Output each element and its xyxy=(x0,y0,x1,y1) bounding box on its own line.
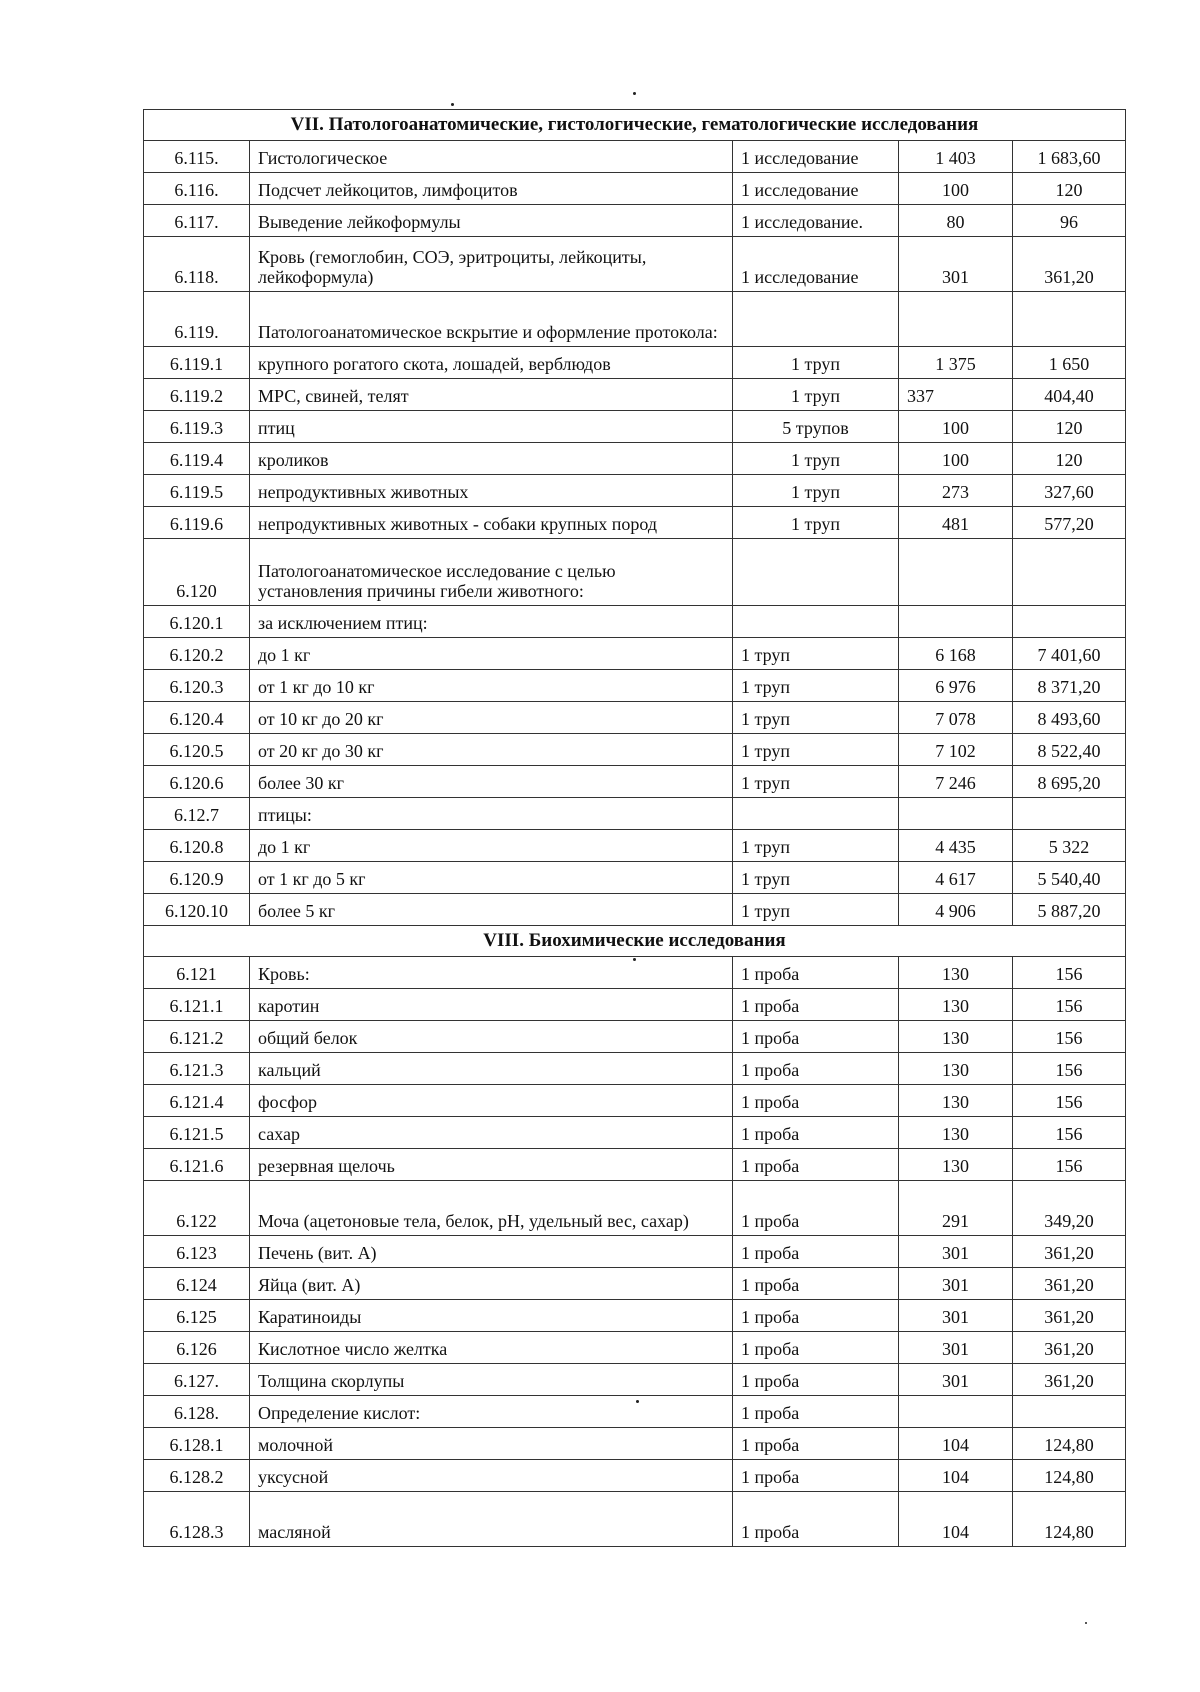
table-row xyxy=(144,702,1126,734)
item-name: каротин xyxy=(250,989,733,1021)
item-price-with-vat: 8 371,20 xyxy=(1013,670,1126,702)
table-row xyxy=(144,539,1126,606)
item-price-with-vat: 156 xyxy=(1013,989,1126,1021)
item-price-with-vat: 8 493,60 xyxy=(1013,702,1126,734)
item-price-with-vat xyxy=(1013,606,1126,638)
table-row xyxy=(144,638,1126,670)
item-price-with-vat: 120 xyxy=(1013,173,1126,205)
item-unit: 1 проба xyxy=(733,1332,899,1364)
item-unit: 5 трупов xyxy=(733,411,899,443)
item-price-without-vat: 273 xyxy=(899,475,1013,507)
table-row xyxy=(144,734,1126,766)
item-number: 6.121.2 xyxy=(144,1021,250,1053)
item-price-with-vat: 120 xyxy=(1013,443,1126,475)
item-unit: 1 проба xyxy=(733,1149,899,1181)
table-row xyxy=(144,862,1126,894)
section-title: VIII. Биохимические исследования xyxy=(144,926,1126,957)
item-unit: 1 проба xyxy=(733,1085,899,1117)
scan-speck xyxy=(633,958,636,961)
table-row xyxy=(144,606,1126,638)
item-number: 6.123 xyxy=(144,1236,250,1268)
item-price-without-vat: 130 xyxy=(899,957,1013,989)
item-unit: 1 проба xyxy=(733,1117,899,1149)
item-price-without-vat: 301 xyxy=(899,1268,1013,1300)
item-unit: 1 исследование xyxy=(733,141,899,173)
item-price-without-vat: 7 246 xyxy=(899,766,1013,798)
item-name: более 30 кг xyxy=(250,766,733,798)
table-row xyxy=(144,1021,1126,1053)
item-number: 6.124 xyxy=(144,1268,250,1300)
item-name: от 20 кг до 30 кг xyxy=(250,734,733,766)
item-unit: 1 труп xyxy=(733,670,899,702)
item-unit: 1 проба xyxy=(733,1181,899,1236)
item-unit: 1 труп xyxy=(733,862,899,894)
item-price-with-vat: 361,20 xyxy=(1013,1300,1126,1332)
item-number: 6.120.5 xyxy=(144,734,250,766)
table-row xyxy=(144,1492,1126,1547)
item-price-with-vat: 404,40 xyxy=(1013,379,1126,411)
item-unit: 1 проба xyxy=(733,957,899,989)
item-name: Подсчет лейкоцитов, лимфоцитов xyxy=(250,173,733,205)
item-price-without-vat: 130 xyxy=(899,1021,1013,1053)
table-row xyxy=(144,347,1126,379)
item-price-with-vat: 8 522,40 xyxy=(1013,734,1126,766)
item-price-without-vat: 337 xyxy=(899,379,1013,411)
item-name: Кровь: xyxy=(250,957,733,989)
item-price-without-vat xyxy=(899,1396,1013,1428)
item-number: 6.120.10 xyxy=(144,894,250,926)
item-price-without-vat: 4 617 xyxy=(899,862,1013,894)
item-unit xyxy=(733,292,899,347)
item-unit: 1 проба xyxy=(733,1268,899,1300)
item-number: 6.119.3 xyxy=(144,411,250,443)
table-row xyxy=(144,1117,1126,1149)
item-price-without-vat: 4 435 xyxy=(899,830,1013,862)
item-price-with-vat xyxy=(1013,539,1126,606)
item-unit xyxy=(733,539,899,606)
table-row xyxy=(144,475,1126,507)
item-price-with-vat: 361,20 xyxy=(1013,1364,1126,1396)
scan-speck xyxy=(636,1400,639,1403)
item-name: Патологоанатомическое вскрытие и оформление протокола: xyxy=(250,292,733,347)
item-name: птицы: xyxy=(250,798,733,830)
item-name: непродуктивных животных xyxy=(250,475,733,507)
price-table-body xyxy=(144,110,1126,1547)
table-row xyxy=(144,1332,1126,1364)
table-row xyxy=(144,894,1126,926)
table-row xyxy=(144,379,1126,411)
table-row xyxy=(144,205,1126,237)
item-price-with-vat: 156 xyxy=(1013,1021,1126,1053)
item-name: Каратиноиды xyxy=(250,1300,733,1332)
item-unit: 1 проба xyxy=(733,1428,899,1460)
item-number: 6.121.4 xyxy=(144,1085,250,1117)
scan-speck xyxy=(633,92,636,95)
item-price-without-vat: 301 xyxy=(899,1364,1013,1396)
item-unit: 1 проба xyxy=(733,1364,899,1396)
item-price-without-vat xyxy=(899,798,1013,830)
item-unit: 1 проба xyxy=(733,1300,899,1332)
item-price-with-vat: 5 540,40 xyxy=(1013,862,1126,894)
item-price-without-vat: 7 102 xyxy=(899,734,1013,766)
item-number: 6.121.5 xyxy=(144,1117,250,1149)
item-number: 6.118. xyxy=(144,237,250,292)
item-price-without-vat: 291 xyxy=(899,1181,1013,1236)
item-price-without-vat xyxy=(899,606,1013,638)
item-name: МРС, свиней, телят xyxy=(250,379,733,411)
item-price-with-vat: 156 xyxy=(1013,957,1126,989)
table-row xyxy=(144,766,1126,798)
item-price-with-vat: 327,60 xyxy=(1013,475,1126,507)
item-price-without-vat: 6 168 xyxy=(899,638,1013,670)
item-name: от 1 кг до 10 кг xyxy=(250,670,733,702)
section-header-row xyxy=(144,926,1126,957)
item-price-without-vat: 100 xyxy=(899,443,1013,475)
table-row xyxy=(144,1149,1126,1181)
table-row xyxy=(144,830,1126,862)
item-number: 6.12.7 xyxy=(144,798,250,830)
item-name: Печень (вит. А) xyxy=(250,1236,733,1268)
item-name: кальций xyxy=(250,1053,733,1085)
item-price-without-vat xyxy=(899,292,1013,347)
item-price-with-vat: 361,20 xyxy=(1013,1332,1126,1364)
table-row xyxy=(144,1428,1126,1460)
item-number: 6.120.6 xyxy=(144,766,250,798)
item-price-with-vat: 156 xyxy=(1013,1085,1126,1117)
item-price-with-vat: 156 xyxy=(1013,1149,1126,1181)
item-unit: 1 труп xyxy=(733,638,899,670)
table-row xyxy=(144,1396,1126,1428)
item-price-without-vat: 6 976 xyxy=(899,670,1013,702)
item-name: до 1 кг xyxy=(250,638,733,670)
table-row xyxy=(144,670,1126,702)
item-price-without-vat: 301 xyxy=(899,1300,1013,1332)
table-row xyxy=(144,1300,1126,1332)
item-unit: 1 исследование xyxy=(733,237,899,292)
item-name: Моча (ацетоновые тела, белок, pH, удельный вес, сахар) xyxy=(250,1181,733,1236)
item-unit: 1 труп xyxy=(733,507,899,539)
item-unit: 1 проба xyxy=(733,989,899,1021)
item-number: 6.122 xyxy=(144,1181,250,1236)
item-number: 6.120 xyxy=(144,539,250,606)
item-price-without-vat: 130 xyxy=(899,1085,1013,1117)
item-price-with-vat: 361,20 xyxy=(1013,1268,1126,1300)
table-row xyxy=(144,1085,1126,1117)
item-name: общий белок xyxy=(250,1021,733,1053)
table-row xyxy=(144,1053,1126,1085)
table-row xyxy=(144,957,1126,989)
item-unit xyxy=(733,606,899,638)
item-price-with-vat: 361,20 xyxy=(1013,237,1126,292)
table-row xyxy=(144,292,1126,347)
item-name: до 1 кг xyxy=(250,830,733,862)
item-unit: 1 труп xyxy=(733,830,899,862)
item-price-with-vat xyxy=(1013,292,1126,347)
item-name: Яйца (вит. А) xyxy=(250,1268,733,1300)
item-number: 6.120.2 xyxy=(144,638,250,670)
item-price-with-vat: 361,20 xyxy=(1013,1236,1126,1268)
item-price-with-vat: 120 xyxy=(1013,411,1126,443)
table-row xyxy=(144,1181,1126,1236)
item-price-without-vat: 301 xyxy=(899,237,1013,292)
item-price-with-vat: 577,20 xyxy=(1013,507,1126,539)
item-name: от 10 кг до 20 кг xyxy=(250,702,733,734)
item-number: 6.119.2 xyxy=(144,379,250,411)
section-title: VII. Патологоанатомические, гистологические, гематологические исследования xyxy=(144,110,1126,141)
item-price-without-vat: 7 078 xyxy=(899,702,1013,734)
table-row xyxy=(144,443,1126,475)
item-price-without-vat: 104 xyxy=(899,1492,1013,1547)
item-name: Гистологическое xyxy=(250,141,733,173)
item-unit: 1 проба xyxy=(733,1492,899,1547)
item-price-without-vat: 100 xyxy=(899,173,1013,205)
item-number: 6.128. xyxy=(144,1396,250,1428)
item-number: 6.119. xyxy=(144,292,250,347)
item-number: 6.127. xyxy=(144,1364,250,1396)
table-row xyxy=(144,141,1126,173)
item-name: Выведение лейкоформулы xyxy=(250,205,733,237)
table-row xyxy=(144,798,1126,830)
item-price-without-vat: 100 xyxy=(899,411,1013,443)
item-name: уксусной xyxy=(250,1460,733,1492)
item-price-with-vat: 156 xyxy=(1013,1053,1126,1085)
item-name: Толщина скорлупы xyxy=(250,1364,733,1396)
item-name: молочной xyxy=(250,1428,733,1460)
item-number: 6.128.2 xyxy=(144,1460,250,1492)
item-price-without-vat: 1 375 xyxy=(899,347,1013,379)
item-price-with-vat: 5 887,20 xyxy=(1013,894,1126,926)
item-price-with-vat: 1 683,60 xyxy=(1013,141,1126,173)
item-unit: 1 труп xyxy=(733,702,899,734)
item-number: 6.120.8 xyxy=(144,830,250,862)
item-price-without-vat: 130 xyxy=(899,1117,1013,1149)
item-name: кроликов xyxy=(250,443,733,475)
item-name: фосфор xyxy=(250,1085,733,1117)
item-name: птиц xyxy=(250,411,733,443)
item-name: за исключением птиц: xyxy=(250,606,733,638)
item-number: 6.120.3 xyxy=(144,670,250,702)
item-price-without-vat: 481 xyxy=(899,507,1013,539)
item-price-with-vat: 124,80 xyxy=(1013,1428,1126,1460)
item-number: 6.121.6 xyxy=(144,1149,250,1181)
item-price-with-vat: 349,20 xyxy=(1013,1181,1126,1236)
item-price-without-vat: 130 xyxy=(899,1149,1013,1181)
item-price-with-vat: 5 322 xyxy=(1013,830,1126,862)
item-name: масляной xyxy=(250,1492,733,1547)
scan-speck xyxy=(1085,1622,1087,1624)
item-price-without-vat: 301 xyxy=(899,1332,1013,1364)
item-number: 6.128.3 xyxy=(144,1492,250,1547)
item-price-without-vat: 80 xyxy=(899,205,1013,237)
item-price-with-vat xyxy=(1013,798,1126,830)
table-row xyxy=(144,989,1126,1021)
item-unit: 1 проба xyxy=(733,1396,899,1428)
item-number: 6.128.1 xyxy=(144,1428,250,1460)
item-name: Кислотное число желтка xyxy=(250,1332,733,1364)
item-number: 6.125 xyxy=(144,1300,250,1332)
item-number: 6.120.9 xyxy=(144,862,250,894)
item-price-with-vat: 1 650 xyxy=(1013,347,1126,379)
item-price-without-vat: 130 xyxy=(899,989,1013,1021)
table-row xyxy=(144,237,1126,292)
item-unit xyxy=(733,798,899,830)
item-price-with-vat: 7 401,60 xyxy=(1013,638,1126,670)
item-unit: 1 труп xyxy=(733,475,899,507)
item-unit: 1 проба xyxy=(733,1021,899,1053)
item-price-without-vat xyxy=(899,539,1013,606)
scan-speck xyxy=(451,103,454,106)
item-name: Патологоанатомическое исследование с целью установления причины гибели животного: xyxy=(250,539,733,606)
item-number: 6.121.1 xyxy=(144,989,250,1021)
item-number: 6.119.5 xyxy=(144,475,250,507)
item-name: резервная щелочь xyxy=(250,1149,733,1181)
item-price-with-vat xyxy=(1013,1396,1126,1428)
item-unit: 1 исследование xyxy=(733,173,899,205)
item-number: 6.116. xyxy=(144,173,250,205)
item-number: 6.121.3 xyxy=(144,1053,250,1085)
table-row xyxy=(144,1460,1126,1492)
item-unit: 1 проба xyxy=(733,1053,899,1085)
item-price-with-vat: 156 xyxy=(1013,1117,1126,1149)
table-row xyxy=(144,507,1126,539)
item-unit: 1 проба xyxy=(733,1460,899,1492)
table-row xyxy=(144,411,1126,443)
item-name: Кровь (гемоглобин, СОЭ, эритроциты, лейкоциты, лейкоформула) xyxy=(250,237,733,292)
item-price-with-vat: 8 695,20 xyxy=(1013,766,1126,798)
table-row xyxy=(144,1236,1126,1268)
item-price-without-vat: 4 906 xyxy=(899,894,1013,926)
item-name: Определение кислот: xyxy=(250,1396,733,1428)
item-unit: 1 труп xyxy=(733,894,899,926)
item-price-without-vat: 104 xyxy=(899,1460,1013,1492)
item-price-without-vat: 301 xyxy=(899,1236,1013,1268)
item-number: 6.120.4 xyxy=(144,702,250,734)
item-name: более 5 кг xyxy=(250,894,733,926)
item-unit: 1 проба xyxy=(733,1236,899,1268)
item-name: от 1 кг до 5 кг xyxy=(250,862,733,894)
item-number: 6.119.6 xyxy=(144,507,250,539)
section-header-row xyxy=(144,110,1126,141)
item-price-without-vat: 130 xyxy=(899,1053,1013,1085)
item-name: непродуктивных животных - собаки крупных пород xyxy=(250,507,733,539)
item-price-without-vat: 1 403 xyxy=(899,141,1013,173)
item-number: 6.115. xyxy=(144,141,250,173)
item-unit: 1 труп xyxy=(733,766,899,798)
item-name: крупного рогатого скота, лошадей, верблюдов xyxy=(250,347,733,379)
item-number: 6.117. xyxy=(144,205,250,237)
item-unit: 1 труп xyxy=(733,443,899,475)
item-price-with-vat: 124,80 xyxy=(1013,1460,1126,1492)
item-number: 6.120.1 xyxy=(144,606,250,638)
item-unit: 1 труп xyxy=(733,347,899,379)
item-number: 6.119.1 xyxy=(144,347,250,379)
item-price-with-vat: 96 xyxy=(1013,205,1126,237)
table-row xyxy=(144,1364,1126,1396)
item-price-without-vat: 104 xyxy=(899,1428,1013,1460)
price-table xyxy=(143,109,1126,1547)
table-row xyxy=(144,173,1126,205)
item-number: 6.119.4 xyxy=(144,443,250,475)
item-unit: 1 труп xyxy=(733,379,899,411)
item-unit: 1 труп xyxy=(733,734,899,766)
item-number: 6.121 xyxy=(144,957,250,989)
table-row xyxy=(144,1268,1126,1300)
item-unit: 1 исследование. xyxy=(733,205,899,237)
item-number: 6.126 xyxy=(144,1332,250,1364)
item-name: сахар xyxy=(250,1117,733,1149)
item-price-with-vat: 124,80 xyxy=(1013,1492,1126,1547)
